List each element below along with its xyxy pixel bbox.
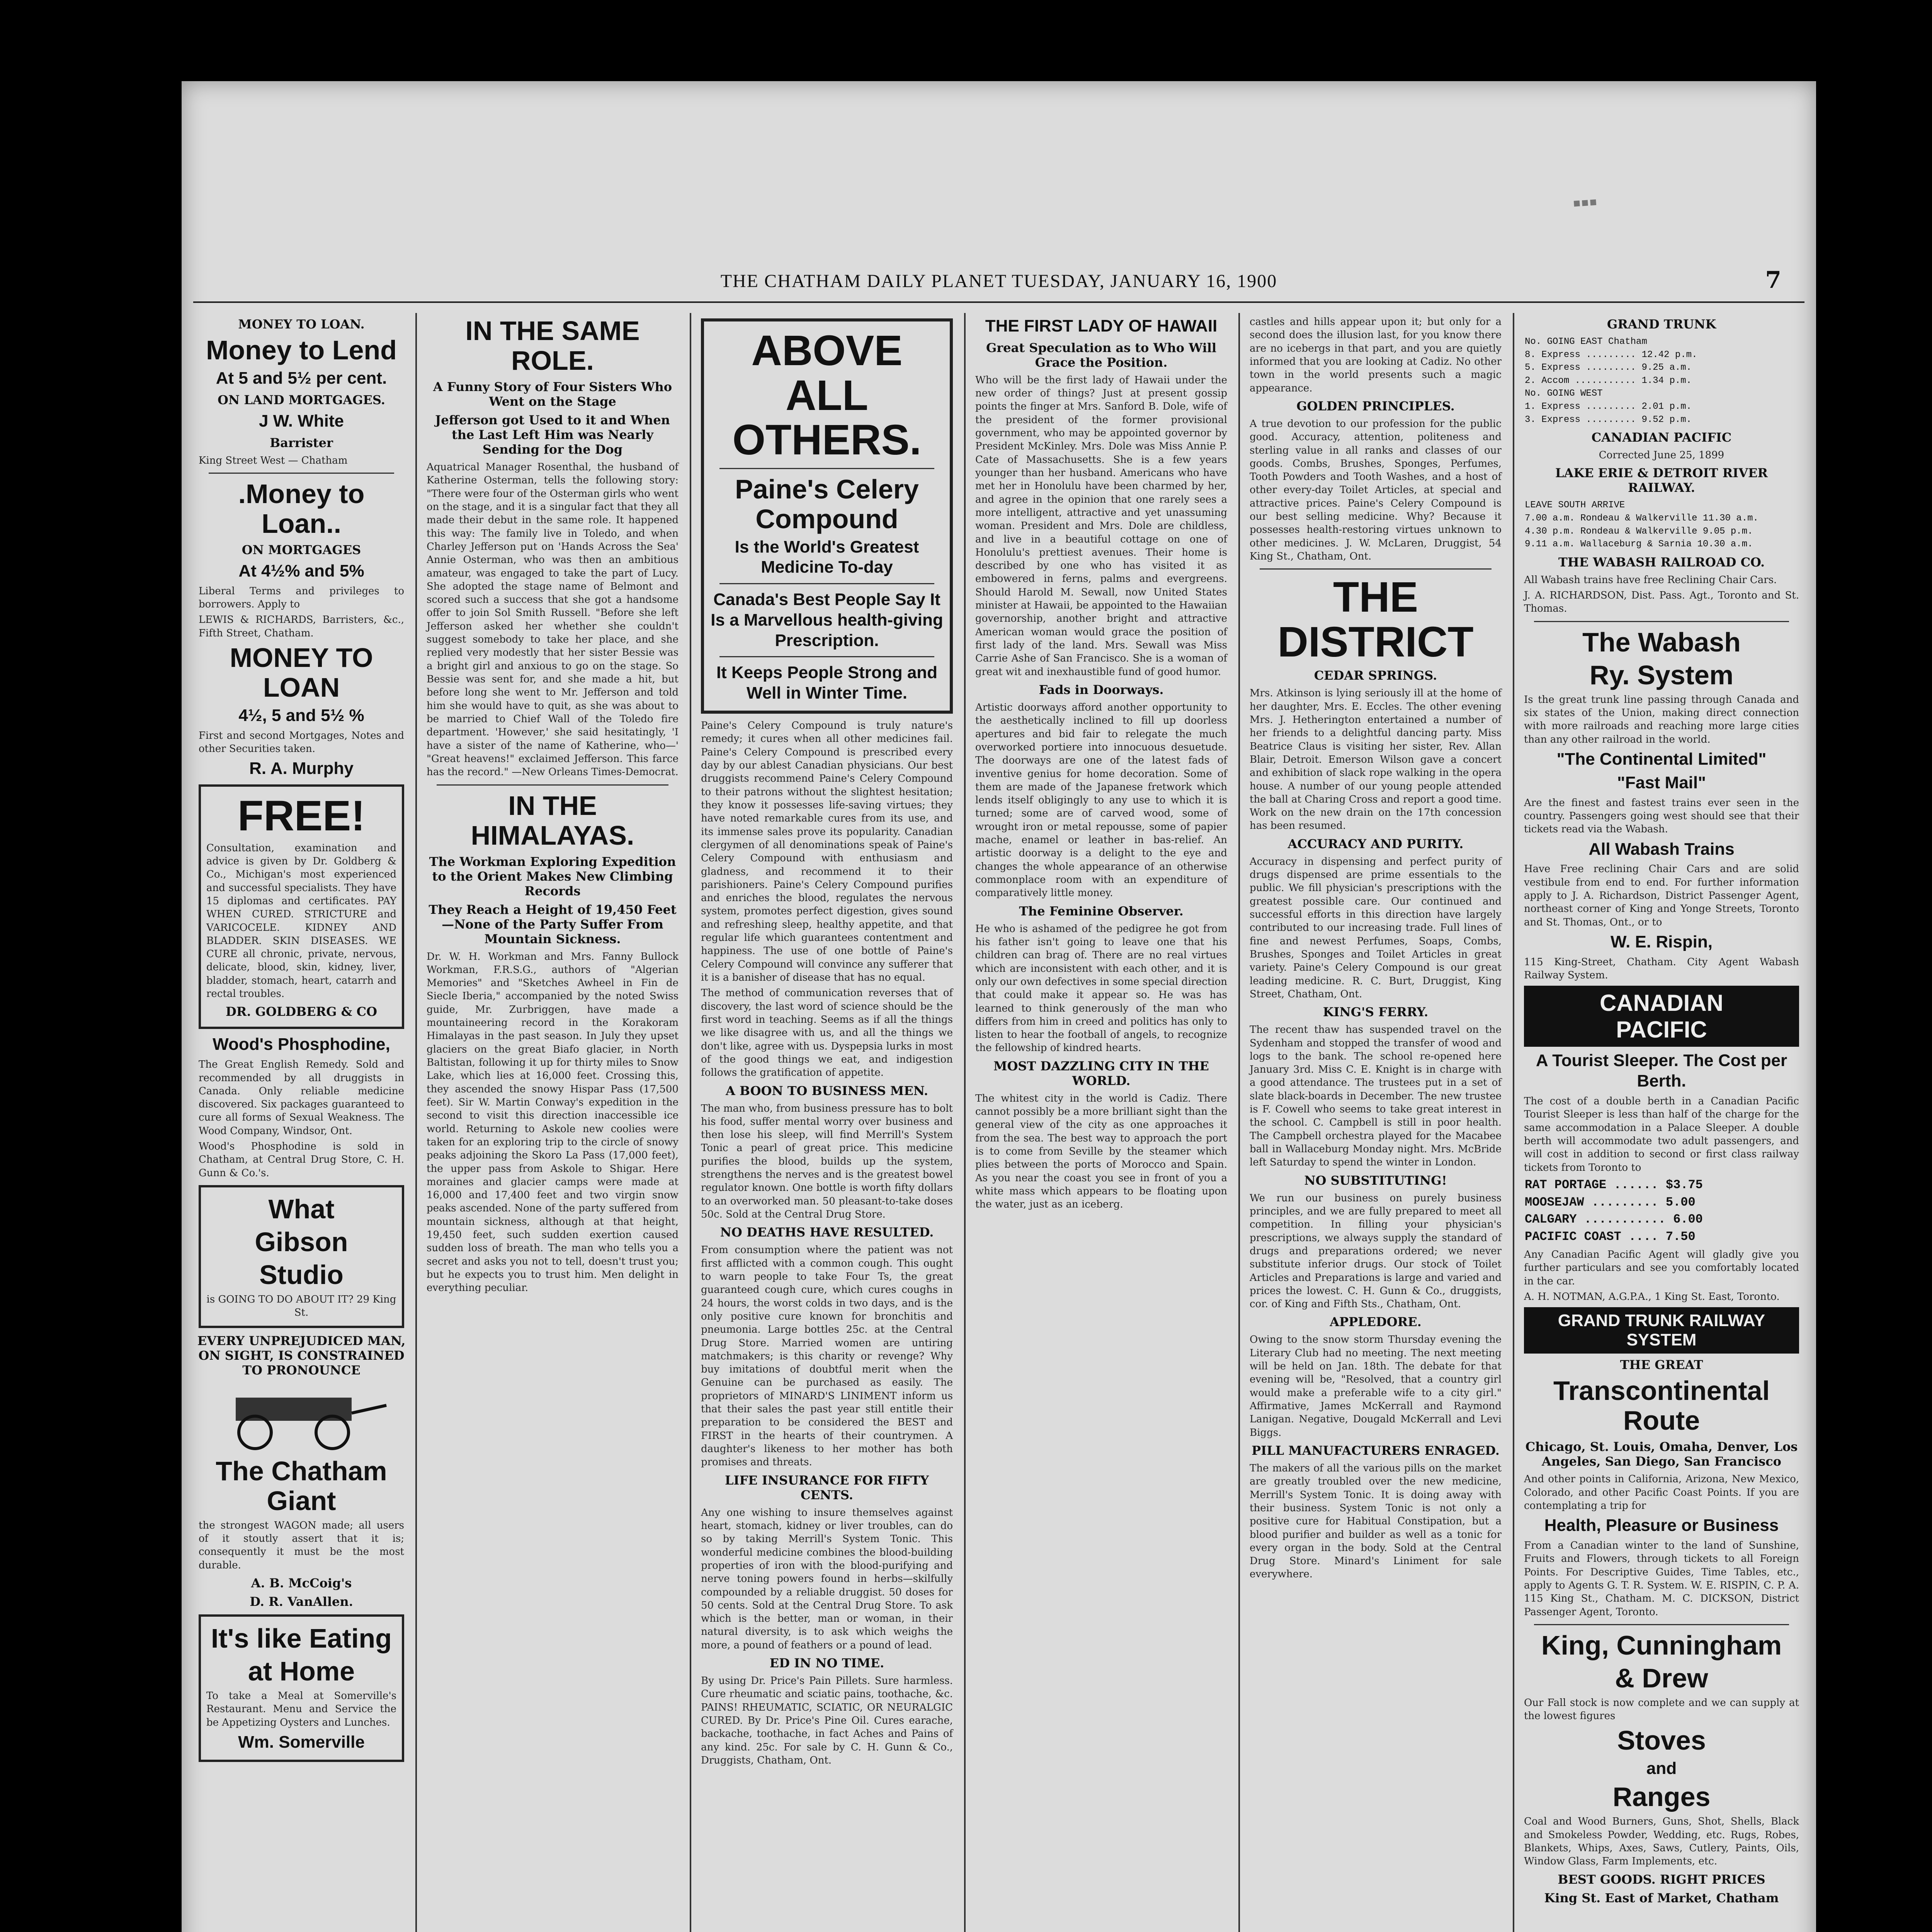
cadiz-body: The whitest city in the world is Cadiz. There cannot possibly be a more brilliant sight than the general view of the city as one approaches it from the sea. The best way to approach the port is to come from Seville by the steamer which plies between the ports of Morocco and Spain. As you near the coast you see in front of you a white mass which appears to be floating upon the water, just as an iceberg.	[975, 1092, 1227, 1211]
notman: A. H. NOTMAN, A.G.P.A., 1 King St. East, Toronto.	[1524, 1291, 1780, 1303]
doorways-body: Artistic doorways afford another opportunity to the aesthetically inclined to fill up doorless apertures and bid fair to relegate the much overworked portiere into innocuous desuetude. The doorways are one of the latest fads of inventive genius for home decoration. Some of them are made of the Japanese fretwork which lends itself obligingly to any use to which it is turned; some are of carved wood, some of wrought iron or metal repousse, some of papier mache, enamel or leather in bas-relief. An artistic doorway is a delight to the eye and changes the whole appearance of an otherwise commonplace room with an expenditure of comparatively little money.	[975, 701, 1227, 899]
kings-ferry-headline: KING'S FERRY.	[1323, 1005, 1429, 1020]
divider	[719, 656, 934, 657]
divider	[1534, 1624, 1789, 1625]
canadian-pacific-word-2: PACIFIC	[1616, 1017, 1707, 1043]
district-headline: THE DISTRICT	[1277, 573, 1474, 666]
tourist-text: The cost of a double berth in a Canadian Pacific Tourist Sleeper is less than half of the charge for the same accommodation in a Palace Sleeper. A double berth will accommodate two adult passengers, and will cost in addition to second or first class railway tickets from Toronto to	[1524, 1095, 1799, 1173]
lewis-richards: LEWIS & RICHARDS, Barristers, &c., Fifth Street, Chatham.	[199, 614, 404, 639]
appledore-body: Owing to the snow storm Thursday evening the Literary Club had no meeting. The next meeting will be held on Jan. 18th. The debate for that evening will be, "Resolved, that a country girl would make a preferable wife to a city girl." Affirmative, James McKerrall and Raymond Lanigan. Negative, Dougald McKerrall and Levi Biggs.	[1250, 1334, 1502, 1439]
column-rule	[1513, 313, 1514, 1932]
timetable-row: No. GOING WEST	[1525, 388, 1603, 399]
white-name: J W. White	[259, 411, 344, 430]
pill-body: The makers of all the various pills on the market are greatly troubled over the new medicine, Merrill's System Tonic. It is doing away with their business. System Tonic is not only a positive cure for Habitual Constipation, but a blood purifier and builder as well as a tonic for every organ in the body. Sold at the Central Drug Store. Minard's Liniment for sale everywhere.	[1250, 1462, 1502, 1580]
money-rate: At 5 and 5½ per cent.	[216, 369, 387, 388]
timetable-lake-erie	[1525, 499, 1798, 551]
money-label: MONEY TO LOAN.	[238, 317, 365, 332]
kcd-headline-2: & Drew	[1615, 1663, 1708, 1693]
eating-text: To take a Meal at Somerville's Restaurant. Menu and Service the be Appetizing Oysters and Lunches.	[206, 1690, 396, 1728]
loan2-sub: ON MORTGAGES	[242, 542, 361, 557]
cadiz-headline: MOST DAZZLING CITY IN THE WORLD.	[993, 1058, 1209, 1088]
cadiz-continued: castles and hills appear upon it; but only for a second does the illusion last, for you know there are no icebergs in that part, and you are quietly informed that you are looking at Cadiz. No other town in the world presents such a magic appearance.	[1250, 316, 1502, 394]
kcd-headline: King, Cunningham	[1541, 1630, 1782, 1660]
column-1-ads	[197, 313, 406, 1932]
divider	[1260, 568, 1492, 570]
woods-heading: Wood's Phosphodine,	[213, 1035, 390, 1054]
grand-trunk-timetable-heading: GRAND TRUNK	[1607, 317, 1716, 332]
kings-ferry-body: The recent thaw has suspended travel on the Sydenham and stopped the transfer of wood and logs to the bank. The school re-opened here January 3rd. Miss C. E. Knight is in charge with a good attendance. The trustees put in a set of slate black-boards in December. The new trustee is F. Cowell who seems to take great interest in the school. C. Campbell is still in poor health. The Campbell orchestra played for the Macabee ball in Wallaceburg Monday night. Mrs. McBride left Saturday to spend the winter in London.	[1250, 1024, 1502, 1168]
newspaper-page	[182, 81, 1816, 1932]
wabash-text: Is the great trunk line passing through Canada and six states of the Union, making direct connection with more railroads and reaching more large cities than any other railroad in the world.	[1524, 694, 1799, 745]
wabash-headline: The Wabash	[1582, 627, 1741, 657]
divider	[1534, 621, 1789, 622]
gt-text-2: From a Canadian winter to the land of Sunshine, Fruits and Flowers, through tickets to all Foreign Points. For Descriptive Guides, Time Tables, etc., apply to Agents G. T. R. System. W. E. RISPIN, C. P. A. 115 King St., Chatham. M. C. DICKSON, District Passenger Agent, Toronto.	[1524, 1539, 1799, 1618]
column-rule	[415, 313, 417, 1932]
gibson-text: is GOING TO DO ABOUT IT? 29 King St.	[206, 1294, 396, 1319]
kcd-text-2: Coal and Wood Burners, Guns, Shot, Shells, Black and Smokeless Powder, Wedding, etc. Rugs, Robes, Blankets, Whips, Axes, Saws, Cutlery, Paints, Oils, Window Glass, Farm Implements, etc.	[1524, 1816, 1799, 1867]
white-title: Barrister	[270, 435, 333, 450]
loan2-text: Liberal Terms and privileges to borrowers. Apply to	[199, 585, 404, 611]
timetable	[1525, 335, 1798, 426]
masthead-title: THE CHATHAM DAILY PLANET TUESDAY, JANUARY 16, 1900	[720, 271, 1277, 291]
wabash-note: All Wabash trains have free Reclining Chair Cars.	[1524, 574, 1777, 586]
timetable-row: LEAVE SOUTH ARRIVE	[1525, 500, 1625, 511]
gibson-ad	[199, 1185, 404, 1328]
no-substituting-headline: NO SUBSTITUTING!	[1304, 1173, 1447, 1188]
fare-row: MOOSEJAW ......... 5.00	[1525, 1195, 1696, 1209]
same-role-body: Aquatrical Manager Rosenthal, the husband of Katherine Osterman, tells the following story: "There were four of the Osterman girls who went on the stage, and it is a singular fact that they all made their debut in the same role. It happened this way: The family live in Toledo, and when Charley Jefferson put on 'Hands Across the Sea' Annie Osterman, who was then an ambitious amateur, was engaged to take the part of Lucy. She adopted the stage name of Belmont and scored such a success that she got a handsome offer to join Sol Smith Russell. "Before she left Jefferson asked her whether she couldn't suggest somebody to take her place, and she replied very modestly that her sister Bessie was a bright girl and anxious to go on the stage. So Bessie was sent for, and she made a hit, but before long she went to Mr. Jefferson and told him she would have to quit, as she was about to be married to Chief Wall of the Toledo fire department. 'However,' she said hesitatingly, 'I have a sister of the name of Katherine, who—' "Great heavens!" exclaimed Jefferson. This farce has the record." —New Orleans Times-Democrat.	[427, 461, 679, 778]
loan2-heading: .Money to Loan..	[238, 478, 365, 539]
boon-body: The man who, from business pressure has to bolt his food, suffer mental worry over business and then lose his sleep, will find Merrill's System Tonic a pearl of great price. This medicine purifies the blood, builds up the system, strengthens the nerves and is the greatest bowel regulator known. One bottle is worth fifty dollars to an overworked man. 50 pleasant-to-take doses 50c. Sold at the Central Drug Store.	[701, 1102, 953, 1221]
timetable-row: No. GOING EAST Chatham	[1525, 337, 1647, 347]
transcontinental-route: Transcontinental Route	[1553, 1376, 1770, 1436]
above-all-headline: ABOVE ALL OTHERS.	[732, 327, 922, 464]
free-heading: FREE!	[238, 792, 365, 840]
cities-list: Chicago, St. Louis, Omaha, Denver, Los Angeles, San Diego, San Francisco	[1525, 1439, 1798, 1469]
cedar-springs-headline: CEDAR SPRINGS.	[1314, 668, 1437, 683]
column-6-railways	[1522, 313, 1801, 1932]
paines-sub: Is the World's Greatest Medicine To-day	[735, 537, 919, 577]
paines-body: Paine's Celery Compound is truly nature's remedy; it cures when all other medicines fail. Paine's Celery Compound is prescribed every day by our ablest Canadian physicians. Our best druggists recommend Paine's Celery Compound to their patrons without the slightest hesitation; they know it possesses life-saving virtues; they have noted remarkable cures from its use, and its immense sales prove its popularity. Canadian clergymen of all denominations speak of Paine's Celery Compound with enthusiasm and gladness, and recommend it to their parishioners. Paine's Celery Compound purifies and enriches the blood, regulates the nervous system, promotes perfect digestion, gives sound and refreshing sleep, healthy appetite, and that regular life which guarantees contentment and happiness. The use of one bottle of Paine's Celery Compound will convince any sufferer that it is a banisher of disease that has no equal.	[701, 720, 953, 984]
library-stamp: ▪▪▪	[1571, 189, 1599, 216]
life-insurance-body: Any one wishing to insure themselves against heart, stomach, kidney or liver troubles, can do so by taking Merrill's System Tonic. This wonderful medicine combines the blood-building properties of iron with the blood-purifying and nerve toning powers found in herbs—skilfully compounded by a reliable druggist. 50 doses for 50 cents. Sold at the Central Drug Store. To ask which is the better, man or woman, in their natural diversity, is to ask which weighs the more, a pound of feathers or a pound of lead.	[701, 1507, 953, 1651]
woods-text: The Great English Remedy. Sold and recommended by all druggists in Canada. Only reliable medicine discovered. Six packages guaranteed to cure all forms of Sexual Weakness. The Wood Company, Windsor, Ont.	[199, 1059, 404, 1137]
cp-corrected: Corrected June 25, 1899	[1599, 449, 1725, 461]
paines-headline: Paine's Celery Compound	[735, 474, 919, 534]
wabash-headline-2: Ry. System	[1589, 660, 1734, 690]
continental-limited: "The Continental Limited"	[1556, 750, 1767, 769]
lake-erie-heading: LAKE ERIE & DETROIT RIVER RAILWAY.	[1555, 466, 1768, 495]
no-time-headline: ED IN NO TIME.	[769, 1656, 884, 1671]
divider	[209, 473, 394, 474]
somerville-name: Wm. Somerville	[238, 1732, 365, 1752]
fast-mail: "Fast Mail"	[1617, 773, 1706, 792]
no-deaths-body: From consumption where the patient was not first afflicted with a common cough. This ought to warn people to take Four Ts, the great guaranteed cough cure, which cures coughs in 24 hours, the worst colds in two days, and is the only positive cure known for bronchitis and pneumonia. Large bottles 25c. at the Central Drug Store. Married women are untiring matchmakers; is this charity or revenge? Why buy imitations of doubtful merit when the Genuine can be purchased as easily. The proprietors of MINARD'S LINIMENT inform us that their sales the past year still entitle their preparation to be considered the BEST and FIRST in the hearts of their countrymen. A daughter's likeness to her mother has both promises and threats.	[701, 1244, 953, 1468]
communication-body: The method of communication reverses that of discovery, the last word of science should be the first word in teaching. Seems as if all the things we like disagree with us, and all the things we don't like, agree with us. Dyspepsia lurks in most of the good things we eat, and indigestion follows the gratification of appetite.	[701, 987, 953, 1079]
cedar-springs-body: Mrs. Atkinson is lying seriously ill at the home of her daughter, Mrs. E. Eccles. The other evening Mrs. J. Hetherington entertained a number of her friends to a delightful dancing party. Miss Beatrice Claus is visiting her sister, Rev. Allan Blair, Detroit. Emerson Wilson gave a concert and exhibition of slack rope walking in the opera house. A number of our young people attended the ball at Charing Cross and report a good time. Work on the new drain on the 17th concession has been resumed.	[1250, 687, 1502, 832]
all-wabash-trains: All Wabash Trains	[1588, 839, 1735, 859]
himalayas-sub-2: They Reach a Height of 19,450 Feet—None of the Party Suffer From Mountain Sickness.	[429, 902, 677, 946]
fares-table	[1525, 1177, 1798, 1246]
same-role-sub: A Funny Story of Four Sisters Who Went on the Stage	[433, 379, 672, 409]
rispin-address: 115 King-Street, Chatham. City Agent Wabash Railway System.	[1524, 956, 1799, 981]
wabash-text-2: Are the finest and fastest trains ever seen in the country. Passengers going west should see that their tickets read via the Wabash.	[1524, 797, 1799, 835]
observer-body: He who is ashamed of the pedigree he got from his father isn't going to leave one that his children can brag of. There are no real virtues which are inconsistent with each other, and it is only our own defectives in some special direction that could make it appear so. He was has learned to think generously of the man who differs from him in creed and politics has only to listen to hear the football of angels, to recognize the fellowship of kindred hearts.	[975, 923, 1227, 1054]
canadian-pacific-word-1: CANADIAN	[1600, 990, 1723, 1016]
doorways-headline: Fads in Doorways.	[1039, 682, 1164, 697]
accuracy-body: Accuracy in dispensing and perfect purity of drugs dispensed are prime essentials to the public. We fill physician's prescriptions with the greatest possible care. Our continued and successful efforts in this direction have largely contributed to our increasing trade. Full lines of fine and newest Perfumes, Soaps, Combs, Brushes, Sponges and Toilet Articles in great variety. Paine's Celery Compound is our great leading medicine. R. C. Burt, Druggist, King Street, Chatham, Ont.	[1250, 855, 1502, 1000]
kcd-address: King St. East of Market, Chatham	[1544, 1890, 1779, 1905]
wagon-text: EVERY UNPREJUDICED MAN, ON SIGHT, IS CONSTRAINED TO PRONOUNCE	[197, 1333, 406, 1378]
free-text: Consultation, examination and advice is given by Dr. Goldberg & Co., Michigan's most experienced and successful specialists. They have 15 diplomas and certificates. PAY WHEN CURED. STRICTURE and VARICOCELE. KIDNEY AND BLADDER. SKIN DISEASES. WE CURE all chronic, private, nervous, delicate, blood, skin, kidney, liver, bladder, stomach, heart, catarrh and rectal troubles.	[206, 842, 396, 1000]
money-heading: Money to Lend	[206, 335, 397, 365]
boon-headline: A BOON TO BUSINESS MEN.	[725, 1083, 929, 1098]
hawaii-headline: THE FIRST LADY OF HAWAII	[985, 316, 1218, 335]
same-role-headline: IN THE SAME ROLE.	[465, 316, 640, 376]
murphy-name: R. A. Murphy	[249, 759, 354, 778]
wagon-illustration	[213, 1382, 390, 1452]
free-firm: DR. GOLDBERG & CO	[226, 1004, 377, 1019]
column-5-articles	[1248, 313, 1503, 1932]
accuracy-headline: ACCURACY AND PURITY.	[1287, 836, 1464, 851]
appledore-headline: APPLEDORE.	[1330, 1315, 1422, 1330]
column-rule	[1238, 313, 1240, 1932]
loan2-rate: At 4½% and 5%	[238, 561, 364, 580]
cp-agent-text: Any Canadian Pacific Agent will gladly give you further particulars and see you comfortably located in the car.	[1524, 1249, 1799, 1287]
timetable-row: 1. Express ......... 2.01 p.m.	[1525, 401, 1692, 412]
column-2-articles	[425, 313, 680, 1932]
richardson: J. A. RICHARDSON, Dist. Pass. Agt., Toronto and St. Thomas.	[1524, 590, 1799, 615]
money-sub: ON LAND MORTGAGES.	[218, 392, 385, 407]
free-ad	[199, 784, 404, 1029]
the-great: THE GREAT	[1620, 1357, 1703, 1372]
observer-headline: The Feminine Observer.	[1019, 903, 1184, 918]
himalayas-sub: The Workman Exploring Expedition to the Orient Makes New Climbing Records	[429, 854, 676, 898]
timetable-row: 9.11 a.m. Wallaceburg & Sarnia 10.30 a.m.	[1525, 539, 1753, 550]
gibson-name: Gibson	[255, 1227, 348, 1257]
fare-row: PACIFIC COAST .... 7.50	[1525, 1230, 1696, 1244]
kcd-text: Our Fall stock is now complete and we can supply at the lowest figures	[1524, 1697, 1799, 1722]
gibson-studio: Studio	[259, 1260, 344, 1290]
himalayas-headline: IN THE HIMALAYAS.	[471, 790, 634, 850]
gibson-what: What	[268, 1194, 335, 1225]
kcd-footer: BEST GOODS. RIGHT PRICES	[1558, 1872, 1765, 1887]
column-3-articles	[699, 313, 954, 1932]
rispin-name: W. E. Rispin,	[1610, 932, 1713, 951]
golden-principles-body: A true devotion to our profession for the public good. Accuracy, attention, politeness and sterling value in all ranks and classes of our goods. Combs, Brushes, Sponges, Perfumes, Tooth Powders and Tooth Washes, and a host of other every-day Toilet Articles, at special and attractive prices. Paine's Celery Compound is our best selling medicine. Why? Because it possesses health-restoring virtues unknown to other medicines. J. W. McLaren, Druggist, 54 King St., Chatham, Ont.	[1250, 418, 1502, 562]
wabash-rr-heading: THE WABASH RAILROAD CO.	[1558, 554, 1765, 570]
canadian-pacific-banner	[1524, 986, 1799, 1047]
somerville-ad	[199, 1614, 404, 1762]
vanallen-name: D. R. VanAllen.	[250, 1594, 353, 1609]
timetable-row: 4.30 p.m. Rondeau & Walkerville 9.05 p.m.	[1525, 526, 1753, 537]
timetable-row: 2. Accom ........... 1.34 p.m.	[1525, 375, 1692, 386]
wabash-text-3: Have Free reclining Chair Cars and are solid vestibule from end to end. For further information apply to J. A. Richardson, District Passenger Agent, northeast corner of King and Yonge Streets, Toronto and St. Thomas, Ont., or to	[1524, 863, 1799, 928]
masthead-rule	[193, 301, 1804, 303]
grand-trunk-banner: GRAND TRUNK RAILWAY SYSTEM	[1524, 1307, 1799, 1354]
mccoig-name: A. B. McCoig's	[251, 1575, 352, 1590]
cp-timetable-heading: CANADIAN PACIFIC	[1591, 430, 1732, 445]
same-role-sub-2: Jefferson got Used to it and When the Last Left Him was Nearly Sending for the Dog	[435, 413, 670, 457]
page-number: 7	[1765, 267, 1781, 294]
loan3-text: First and second Mortgages, Notes and other Securities taken.	[199, 730, 404, 755]
fare-row: CALGARY ........... 6.00	[1525, 1212, 1703, 1227]
column-rule	[964, 313, 966, 1932]
life-insurance-headline: LIFE INSURANCE FOR FIFTY CENTS.	[724, 1473, 929, 1502]
stoves: Stoves	[1617, 1725, 1706, 1756]
eating-heading: It's like Eating	[211, 1623, 392, 1653]
divider	[437, 784, 668, 786]
loan3-rate: 4½, 5 and 5½ %	[238, 706, 364, 725]
fare-row: RAT PORTAGE ...... $3.75	[1525, 1177, 1703, 1192]
eating-heading-2: at Home	[248, 1656, 355, 1686]
divider	[719, 583, 934, 584]
stoves-and: and	[1646, 1759, 1677, 1778]
paines-sub-2: Canada's Best People Say It Is a Marvellous health-giving Prescription.	[711, 590, 943, 650]
divider	[719, 468, 934, 469]
timetable-row: 7.00 a.m. Rondeau & Walkerville 11.30 a.m.	[1525, 513, 1759, 524]
giant-sub: the strongest WAGON made; all users of it stoutly assert that it is; consequently it must be the most durable.	[199, 1519, 404, 1571]
hawaii-body: Who will be the first lady of Hawaii under the new order of things? Just at present gossip points the finger at Mrs. Sanford B. Dole, wife of the president of the former provisional government, who may be appointed governor by President McKinley. Mrs. Dole was Miss Annie P. Cate of Massachusetts. She is a few years younger than her husband. Americans who have met her in Honolulu have been charmed by her, and agree in the opinion that one rarely sees a more intelligent, attractive and yet unassuming woman. President and Mrs. Dole are childless, and live in a beautiful cottage on one of Honolulu's prettiest avenues. Their home is described by one who has visited it as embowered in ferns, palms and evergreens. Should Harold M. Sewall, now United States minister at Hawaii, be appointed to the Hawaiian governorship, another bright and attractive American woman would grace the position of first lady of the land. Mrs. Sewall was Miss Carrie Ashe of San Francisco. She is a woman of great wit and inexhaustible fund of good humor.	[975, 374, 1227, 678]
white-address: King Street West — Chatham	[199, 454, 348, 466]
health-pleasure: Health, Pleasure or Business	[1544, 1516, 1779, 1535]
column-4-articles	[974, 313, 1229, 1932]
pill-headline: PILL MANUFACTURERS ENRAGED.	[1252, 1443, 1500, 1458]
ranges: Ranges	[1612, 1782, 1711, 1812]
timetable-row: 3. Express ......... 9.52 p.m.	[1525, 414, 1692, 425]
no-deaths-headline: NO DEATHS HAVE RESULTED.	[720, 1225, 934, 1240]
timetable-row: 5. Express ......... 9.25 a.m.	[1525, 362, 1692, 373]
paines-sub-3: It Keeps People Strong and Well in Winter Time.	[716, 663, 938, 703]
hawaii-sub: Great Speculation as to Who Will Grace the Position.	[986, 340, 1217, 370]
gt-text: And other points in California, Arizona, New Mexico, Colorado, and other Pacific Coast Points. If you are contemplating a trip for	[1524, 1473, 1799, 1512]
no-time-body: By using Dr. Price's Pain Pillets. Sure harmless. Cure rheumatic and sciatic pains, toothache, &c. PAINS! RHEUMATIC, SCIATIC, OR NEURALGIC CURED. By Dr. Price's Pine Oil. Cures earache, backache, toothache, in fact Aches and Pains of any kind. 25c. For sale by C. H. Gunn & Co., Druggists, Chatham, Ont.	[701, 1675, 953, 1766]
no-substituting-body: We run our business on purely business principles, and we are fully prepared to meet all competition. In filling your physician's prescriptions, we always supply the standard of drugs and preparations ordered; we never substitute inferior drugs. Our stock of Toilet Articles and Preparations is large and varied and prices the lowest. C. H. Gunn & Co., druggists, cor. of King and Fifth Sts., Chatham, Ont.	[1250, 1192, 1502, 1310]
chatham-giant: The Chatham Giant	[216, 1456, 387, 1516]
loan3-heading: MONEY TO LOAN	[230, 642, 373, 702]
himalayas-body: Dr. W. H. Workman and Mrs. Fanny Bullock Workman, F.R.S.G., authors of "Algerian Memories" and "Sketches Awheel in Fin de Siecle Iberia," accompanied by the noted Swiss guide, Mr. Zurbriggen, have made a mountaineering record in the Korakoram Himalayas in the past season. In July they upset glaciers on the great Biafo glacier, in North Baltistan, following it up for thirty miles to Snow Lake, which lies at 16,000 feet. Crossing this, they ascended the snowy Hispar Pass (17,500 feet). Sir W. Martin Conway's expedition in the second to visit this direction inaccessible ice world. Returning to Askole new coolies were taken for an exploring trip to the circle of snowy peaks adjoining the Skoro La Pass (17,000 feet), the upper pass from Askole to Shigar. Here moraines and glacier camps were made at 16,000 and 17,400 feet and two virgin snow peaks ascended. None of the party suffered from mountain sickness, although at that height, 19,450 feet, such sudden exertion caused sudden loss of breath. The man who tells you a secret and asks you not to tell, doesn't trust you; but he expects you to trust him. Men delight in everything peculiar.	[427, 951, 679, 1294]
timetable-row: 8. Express ......... 12.42 p.m.	[1525, 349, 1697, 360]
golden-principles-headline: GOLDEN PRINCIPLES.	[1296, 398, 1455, 413]
paines-ad	[701, 318, 953, 714]
column-rule	[690, 313, 691, 1932]
woods-sold: Wood's Phosphodine is sold in Chatham, at Central Drug Store, C. H. Gunn & Co.'s.	[199, 1141, 404, 1179]
tourist-sleeper-heading: A Tourist Sleeper. The Cost per Berth.	[1536, 1051, 1787, 1091]
